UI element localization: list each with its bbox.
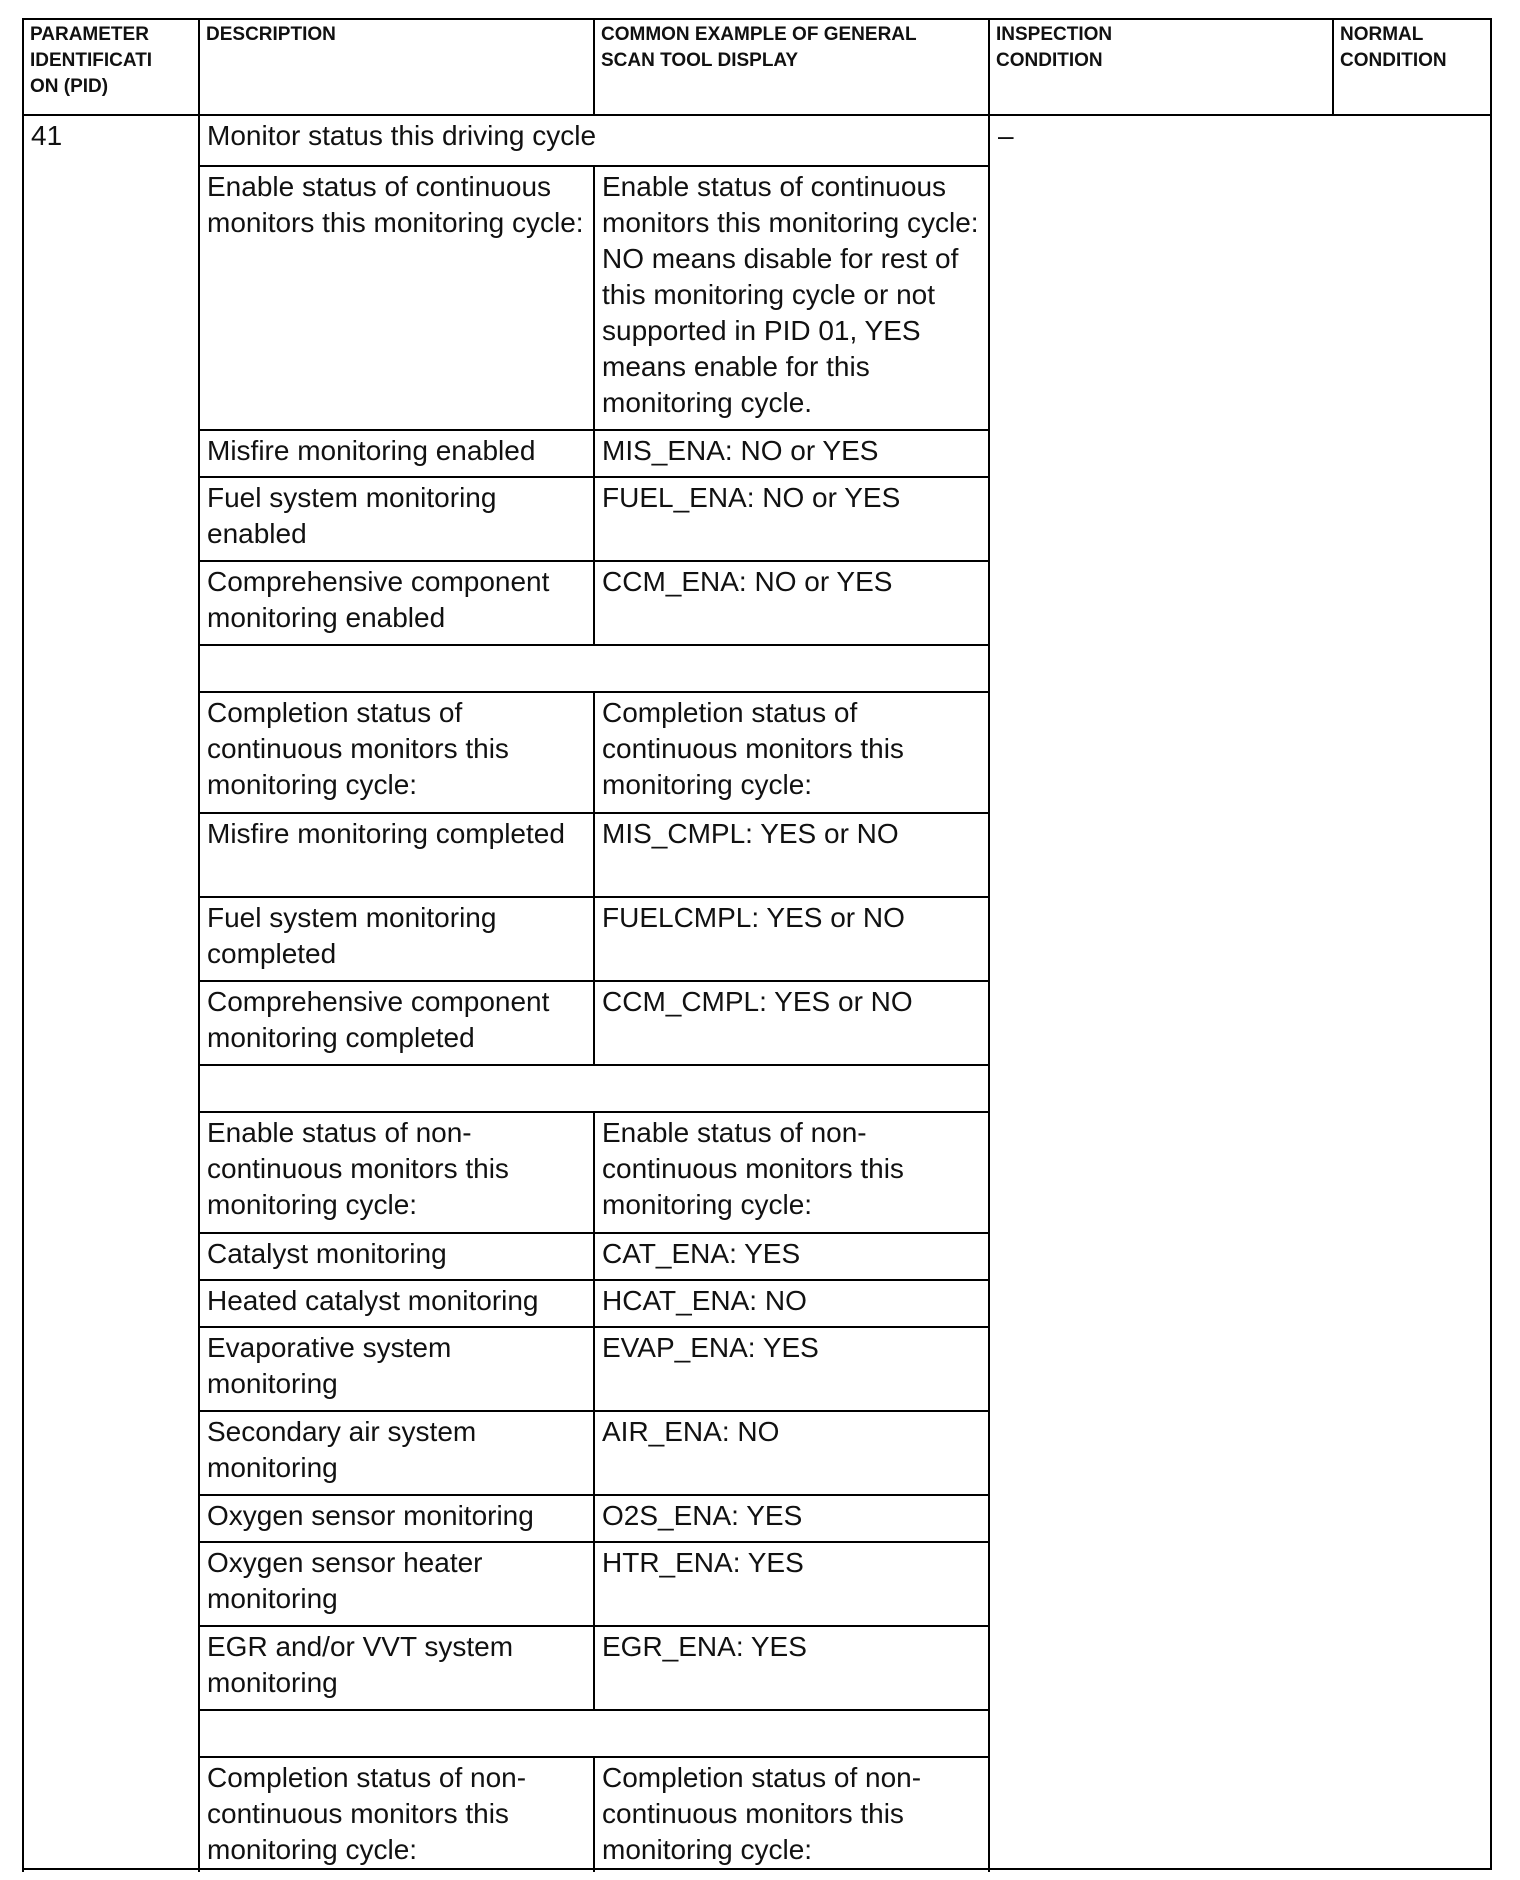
- row-scan-tool-example: CCM_ENA: NO or YES: [593, 560, 988, 644]
- row-scan-tool-example: O2S_ENA: YES: [593, 1494, 988, 1541]
- group-title: Monitor status this driving cycle: [198, 114, 988, 165]
- row-scan-tool-example: Completion status of continuous monitors this monitoring cycle:: [593, 691, 988, 812]
- row-description: Evaporative system monitoring: [198, 1326, 593, 1410]
- row-description: Catalyst monitoring: [198, 1232, 593, 1279]
- row-scan-tool-example: Enable status of non-continuous monitors this monitoring cycle:: [593, 1111, 988, 1232]
- row-description: Comprehensive component monitoring completed: [198, 980, 593, 1064]
- header-description: DESCRIPTION: [198, 18, 593, 114]
- row-scan-tool-example: FUELCMPL: YES or NO: [593, 896, 988, 980]
- row-scan-tool-example: Enable status of continuous monitors this monitoring cycle: NO means disable for rest of this monitoring cycle or not supported in PID 01, YES means enable for this monitoring cycle.: [593, 165, 988, 429]
- header-inspection-condition: INSPECTION CONDITION: [988, 18, 1332, 114]
- normal-condition-value: [1332, 114, 1492, 1872]
- row-description: Completion status of non-continuous monitors this monitoring cycle:: [198, 1756, 593, 1872]
- row-description: Fuel system monitoring enabled: [198, 476, 593, 560]
- row-description: Fuel system monitoring completed: [198, 896, 593, 980]
- pid-monitor-status-table: [22, 18, 1492, 1870]
- row-description: Enable status of continuous monitors this monitoring cycle:: [198, 165, 593, 429]
- row-scan-tool-example: HCAT_ENA: NO: [593, 1279, 988, 1326]
- blank-separator-row: [198, 644, 988, 691]
- row-scan-tool-example: AIR_ENA: NO: [593, 1410, 988, 1494]
- row-description: Misfire monitoring completed: [198, 812, 593, 896]
- pid-value: 41: [22, 114, 198, 1872]
- row-scan-tool-example: HTR_ENA: YES: [593, 1541, 988, 1625]
- row-description: EGR and/or VVT system monitoring: [198, 1625, 593, 1709]
- blank-separator-row: [198, 1709, 988, 1756]
- row-scan-tool-example: FUEL_ENA: NO or YES: [593, 476, 988, 560]
- row-scan-tool-example: MIS_ENA: NO or YES: [593, 429, 988, 476]
- header-pid: PARAMETER IDENTIFICATI ON (PID): [22, 18, 198, 114]
- row-description: Misfire monitoring enabled: [198, 429, 593, 476]
- row-description: Secondary air system monitoring: [198, 1410, 593, 1494]
- header-normal-condition: NORMAL CONDITION: [1332, 18, 1492, 114]
- row-scan-tool-example: EVAP_ENA: YES: [593, 1326, 988, 1410]
- row-description: Comprehensive component monitoring enabled: [198, 560, 593, 644]
- header-example: COMMON EXAMPLE OF GENERAL SCAN TOOL DISPLAY: [593, 18, 988, 114]
- row-scan-tool-example: CCM_CMPL: YES or NO: [593, 980, 988, 1064]
- inspection-condition-value: –: [988, 114, 1332, 1872]
- row-description: Completion status of continuous monitors this monitoring cycle:: [198, 691, 593, 812]
- blank-separator-row: [198, 1064, 988, 1111]
- row-scan-tool-example: MIS_CMPL: YES or NO: [593, 812, 988, 896]
- row-description: Oxygen sensor heater monitoring: [198, 1541, 593, 1625]
- row-scan-tool-example: Completion status of non-continuous monitors this monitoring cycle:: [593, 1756, 988, 1872]
- row-scan-tool-example: EGR_ENA: YES: [593, 1625, 988, 1709]
- row-description: Oxygen sensor monitoring: [198, 1494, 593, 1541]
- row-scan-tool-example: CAT_ENA: YES: [593, 1232, 988, 1279]
- row-description: Enable status of non-continuous monitors this monitoring cycle:: [198, 1111, 593, 1232]
- row-description: Heated catalyst monitoring: [198, 1279, 593, 1326]
